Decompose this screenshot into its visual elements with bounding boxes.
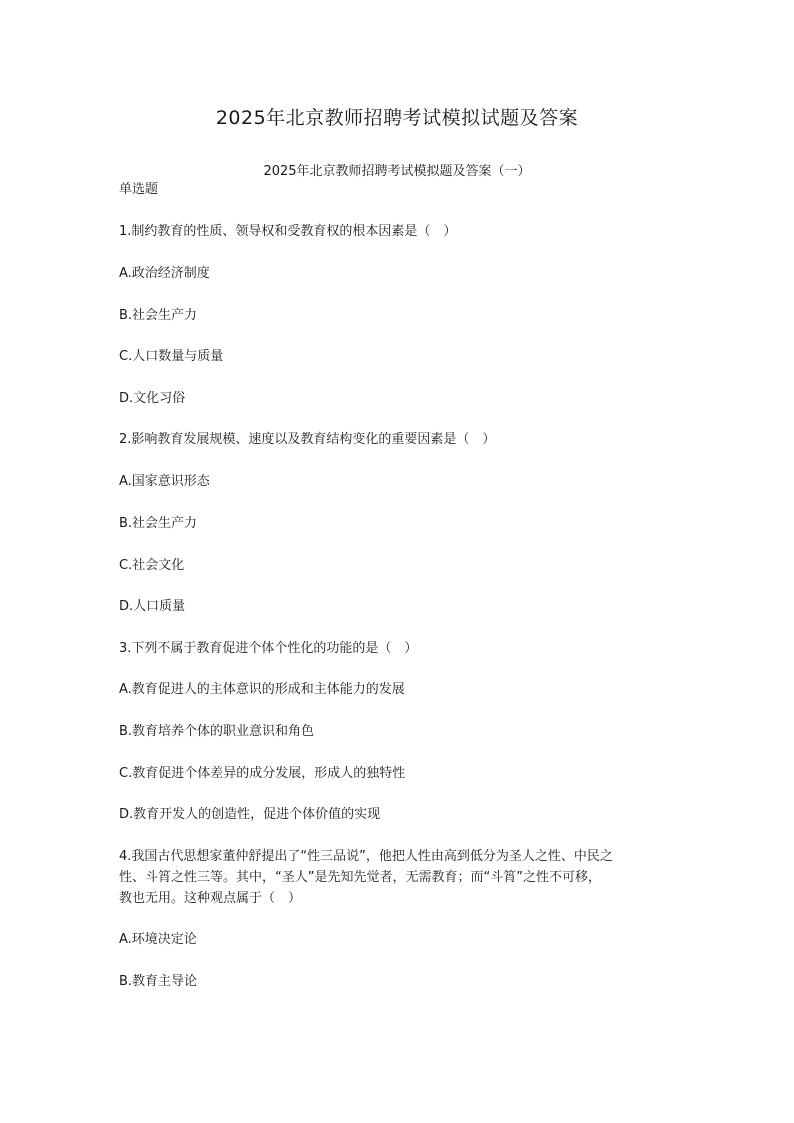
answer-option: B.社会生产力: [119, 308, 198, 323]
answer-option: D.教育开发人的创造性，促进个体价值的实现: [119, 807, 381, 822]
document-title: 2025年北京教师招聘考试模拟试题及答案: [215, 107, 579, 129]
answer-option: B.社会生产力: [119, 516, 198, 531]
answer-option: C.教育促进个体差异的成分发展，形成人的独特性: [119, 766, 406, 781]
answer-option: D.人口质量: [119, 599, 186, 614]
answer-option: B.教育主导论: [119, 974, 198, 989]
question-stem-line: 性、斗筲之性三等。其中，“圣人”是先知先觉者，无需教育；而“斗筲”之性不可移，: [119, 870, 601, 885]
question-stem: 2.影响教育发展规模、速度以及教育结构变化的重要因素是（ ）: [119, 432, 496, 447]
answer-option: A.国家意识形态: [119, 474, 210, 489]
answer-option: C.社会文化: [119, 558, 185, 573]
answer-option: C.人口数量与质量: [119, 349, 224, 364]
answer-option: A.环境决定论: [119, 932, 197, 947]
question-stem: 1.制约教育的性质、领导权和受教育权的根本因素是（ ）: [119, 224, 457, 239]
answer-option: B.教育培养个体的职业意识和角色: [119, 724, 315, 739]
question-stem-line: 4.我国古代思想家董仲舒提出了“性三品说”，他把人性由高到低分为圣人之性、中民之: [119, 849, 613, 864]
answer-option: D.文化习俗: [119, 391, 186, 406]
document-subtitle: 2025年北京教师招聘考试模拟题及答案（一）: [263, 164, 531, 179]
answer-option: A.政治经济制度: [119, 266, 210, 281]
question-stem: 3.下列不属于教育促进个体个性化的功能的是（ ）: [119, 641, 418, 656]
section-heading: 单选题: [119, 182, 159, 197]
question-stem-line: 教也无用。这种观点属于（ ）: [119, 891, 302, 906]
answer-option: A.教育促进人的主体意识的形成和主体能力的发展: [119, 682, 405, 697]
